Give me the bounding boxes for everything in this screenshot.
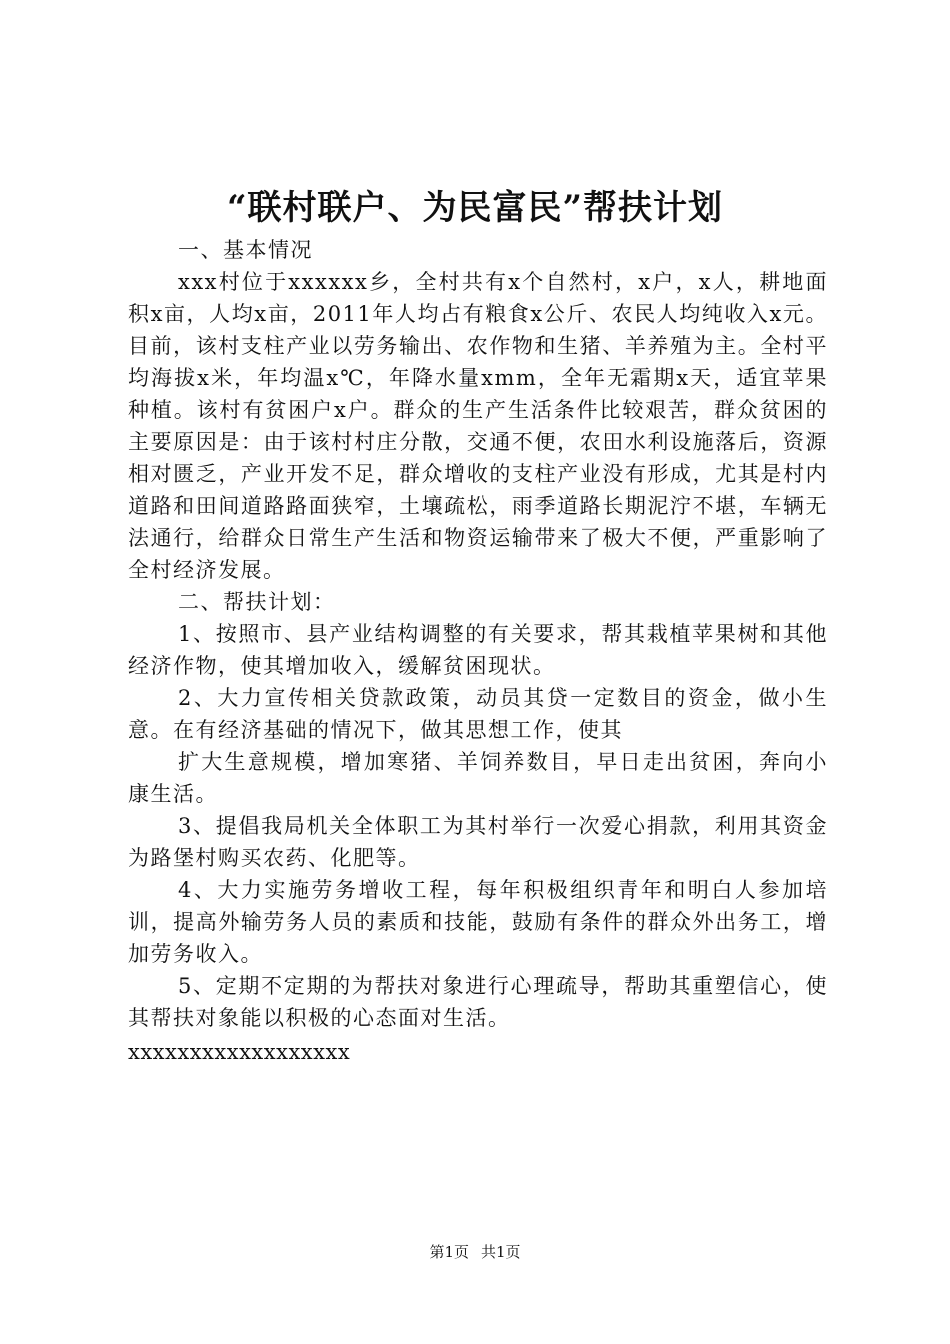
section-heading-plan: 二、帮扶计划： xyxy=(178,590,336,614)
signature: xxxxxxxxxxxxxxxxxx xyxy=(128,1040,351,1064)
document-body xyxy=(128,234,828,1068)
plan-item-4: 4、大力实施劳务增收工程，每年积极组织青年和明白人参加培训，提高外输劳务人员的素质和技能，鼓励有条件的群众外出务工，增加劳务收入。 xyxy=(128,878,828,966)
page-total: 共1页 xyxy=(481,1243,521,1261)
plan-item-2: 2、大力宣传相关贷款政策，动员其贷一定数目的资金，做小生意。在有经济基础的情况下，做其思想工作，使其 xyxy=(128,686,828,742)
plan-item-3: 3、提倡我局机关全体职工为其村举行一次爱心捐款，利用其资金为路堡村购买农药、化肥等。 xyxy=(128,814,828,870)
basic-info-paragraph: xxx村位于xxxxxx乡，全村共有x个自然村，x户，x人，耕地面积x亩，人均x亩，2011年人均占有粮食x公斤、农民人均纯收入x元。目前，该村支柱产业以劳务输出、农作物和生猪、羊养殖为主。全村平均海拔x米，年均温x℃，年降水量xmm，全年无霜期x天，适宜苹果种植。该村有贫困户x户。群众的生产生活条件比较艰苦，群众贫困的主要原因是：由于该村村庄分散，交通不便，农田水利设施落后，资源相对匮乏，产业开发不足，群众增收的支柱产业没有形成，尤其是村内道路和田间道路路面狭窄，土壤疏松，雨季道路长期泥泞不堪，车辆无法通行，给群众日常生产生活和物资运输带来了极大不便，严重影响了全村经济发展。 xyxy=(128,270,828,582)
plan-item-2-continuation: 扩大生意规模，增加寒猪、羊饲养数目，早日走出贫困，奔向小康生活。 xyxy=(128,750,828,806)
section-heading-basic-info: 一、基本情况 xyxy=(178,238,313,262)
plan-item-5: 5、定期不定期的为帮扶对象进行心理疏导，帮助其重塑信心，使其帮扶对象能以积极的心态面对生活。 xyxy=(128,974,828,1030)
document-title: “联村联户、为民富民”帮扶计划 xyxy=(226,188,724,228)
page-footer xyxy=(0,1242,950,1262)
plan-item-1: 1、按照市、县产业结构调整的有关要求，帮其栽植苹果树和其他经济作物，使其增加收入，缓解贫困现状。 xyxy=(128,622,828,678)
page-number: 第1页 xyxy=(429,1243,469,1261)
